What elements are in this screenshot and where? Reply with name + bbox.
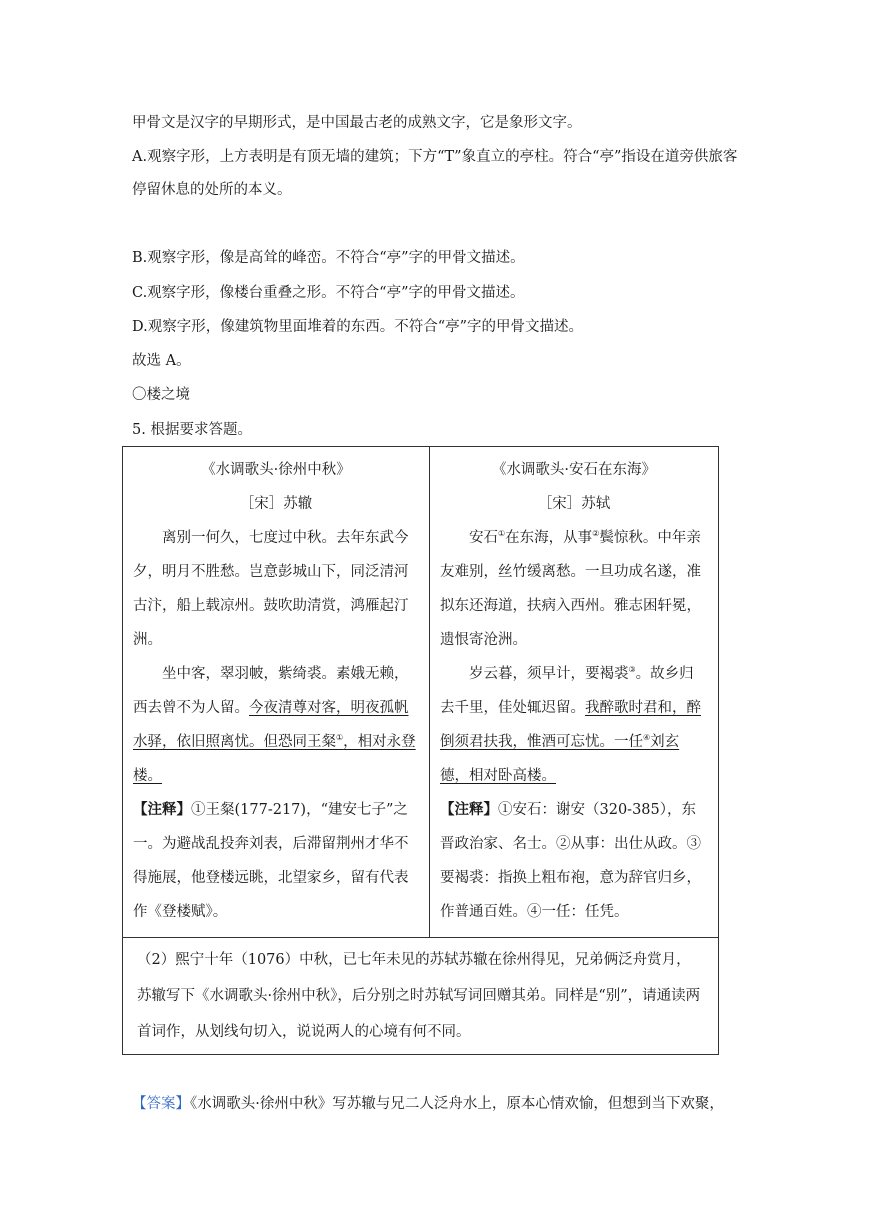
poem-left-title: 《水调歌头·徐州中秋》 xyxy=(201,462,351,478)
poem-right-author: ［宋］苏轼 xyxy=(537,496,611,512)
answer-text: 《水调歌头·徐州中秋》写苏辙与兄二人泛舟水上，原本心情欢愉，但想到当下欢聚， xyxy=(190,1096,724,1112)
question-cell xyxy=(123,938,719,1055)
poem-right-title: 《水调歌头·安石在东海》 xyxy=(491,462,657,478)
underlined-line: 今夜清尊对客，明夜孤帆水驿，依旧照离忧。但恐同王粲①，相对永登楼。 xyxy=(133,700,416,784)
intro-text: 甲骨文是汉字的早期形式，是中国最古老的成熟文字，它是象形文字。 xyxy=(132,115,582,131)
option-a: A.观察字形，上方表明是有顶无墙的建筑；下方“T”象直立的亭柱。符合“亭”指设在道旁供旅客停留休息的处所的本义。 xyxy=(132,149,738,198)
poem-left-note: 【注释】①王粲(177-217)，“建安七子”之一。为避战乱投奔刘表，后滞留荆州才华不得施展，他登楼远眺，北望家乡，留有代表作《登楼赋》。 xyxy=(133,801,409,920)
answer-line xyxy=(132,1094,724,1114)
poems-table xyxy=(122,446,719,1055)
poem-left-cell xyxy=(123,447,430,938)
poem-left-stanza-1: 离别一何久，七度过中秋。去年东武今夕，明月不胜愁。岂意彭城山下，同泛清河古汴，船上载凉州。鼓吹助清赏，鸿雁起汀洲。 xyxy=(133,530,409,648)
question-text: （2）熙宁十年（1076）中秋，已七年未见的苏轼苏辙在徐州得见，兄弟俩泛舟赏月，苏辙写下《水调歌头·徐州中秋》，后分别之时苏轼写词回赠其弟。同样是“别”，请通读两首词作，从划线句切入，说说两人的心境有何不同。 xyxy=(137,952,701,1040)
poem-right-note: 【注释】①安石：谢安（320-385），东晋政治家、名士。②从事：出仕从政。③要褐裘：指换上粗布袍，意为辞官归乡，作普通百姓。④一任：任凭。 xyxy=(440,801,701,920)
section-heading: 〇楼之境 xyxy=(132,387,190,403)
poem-right-stanza-1: 安石①在东海，从事②鬓惊秋。中年亲友难别，丝竹缓离愁。一旦功成名遂，准拟东还海道，扶病入西州。雅志困轩冕，遗恨寄沧洲。 xyxy=(440,529,701,648)
answer-label: 【答案】 xyxy=(132,1096,190,1112)
underlined-line: 我醉歌时君和，醉倒须君扶我，惟酒可忘忧。一任④刘玄德，相对卧高楼。 xyxy=(440,700,701,784)
poem-right-cell xyxy=(430,447,719,938)
option-c: C.观察字形，像楼台重叠之形。不符合“亭”字的甲骨文描述。 xyxy=(132,285,525,301)
option-d: D.观察字形，像建筑物里面堆着的东西。不符合“亭”字的甲骨文描述。 xyxy=(132,319,584,335)
poem-right-stanza-2: 岁云暮，须早计，要褐裘③。故乡归去千里，佳处辄迟留。我醉歌时君和，醉倒须君扶我，惟酒可忘忧。一任④刘玄德，相对卧高楼。 xyxy=(440,665,701,784)
poem-left-stanza-2: 坐中客，翠羽帔，紫绮裘。素娥无赖，西去曾不为人留。今夜清尊对客，明夜孤帆水驿，依旧照离忧。但恐同王粲①，相对永登楼。 xyxy=(133,666,416,784)
answer-choice: 故选 A。 xyxy=(132,353,191,369)
question-header: 5. 根据要求答题。 xyxy=(132,422,252,438)
option-b: B.观察字形，像是高耸的峰峦。不符合“亭”字的甲骨文描述。 xyxy=(132,250,525,266)
poem-left-author: ［宋］苏辙 xyxy=(239,496,313,512)
